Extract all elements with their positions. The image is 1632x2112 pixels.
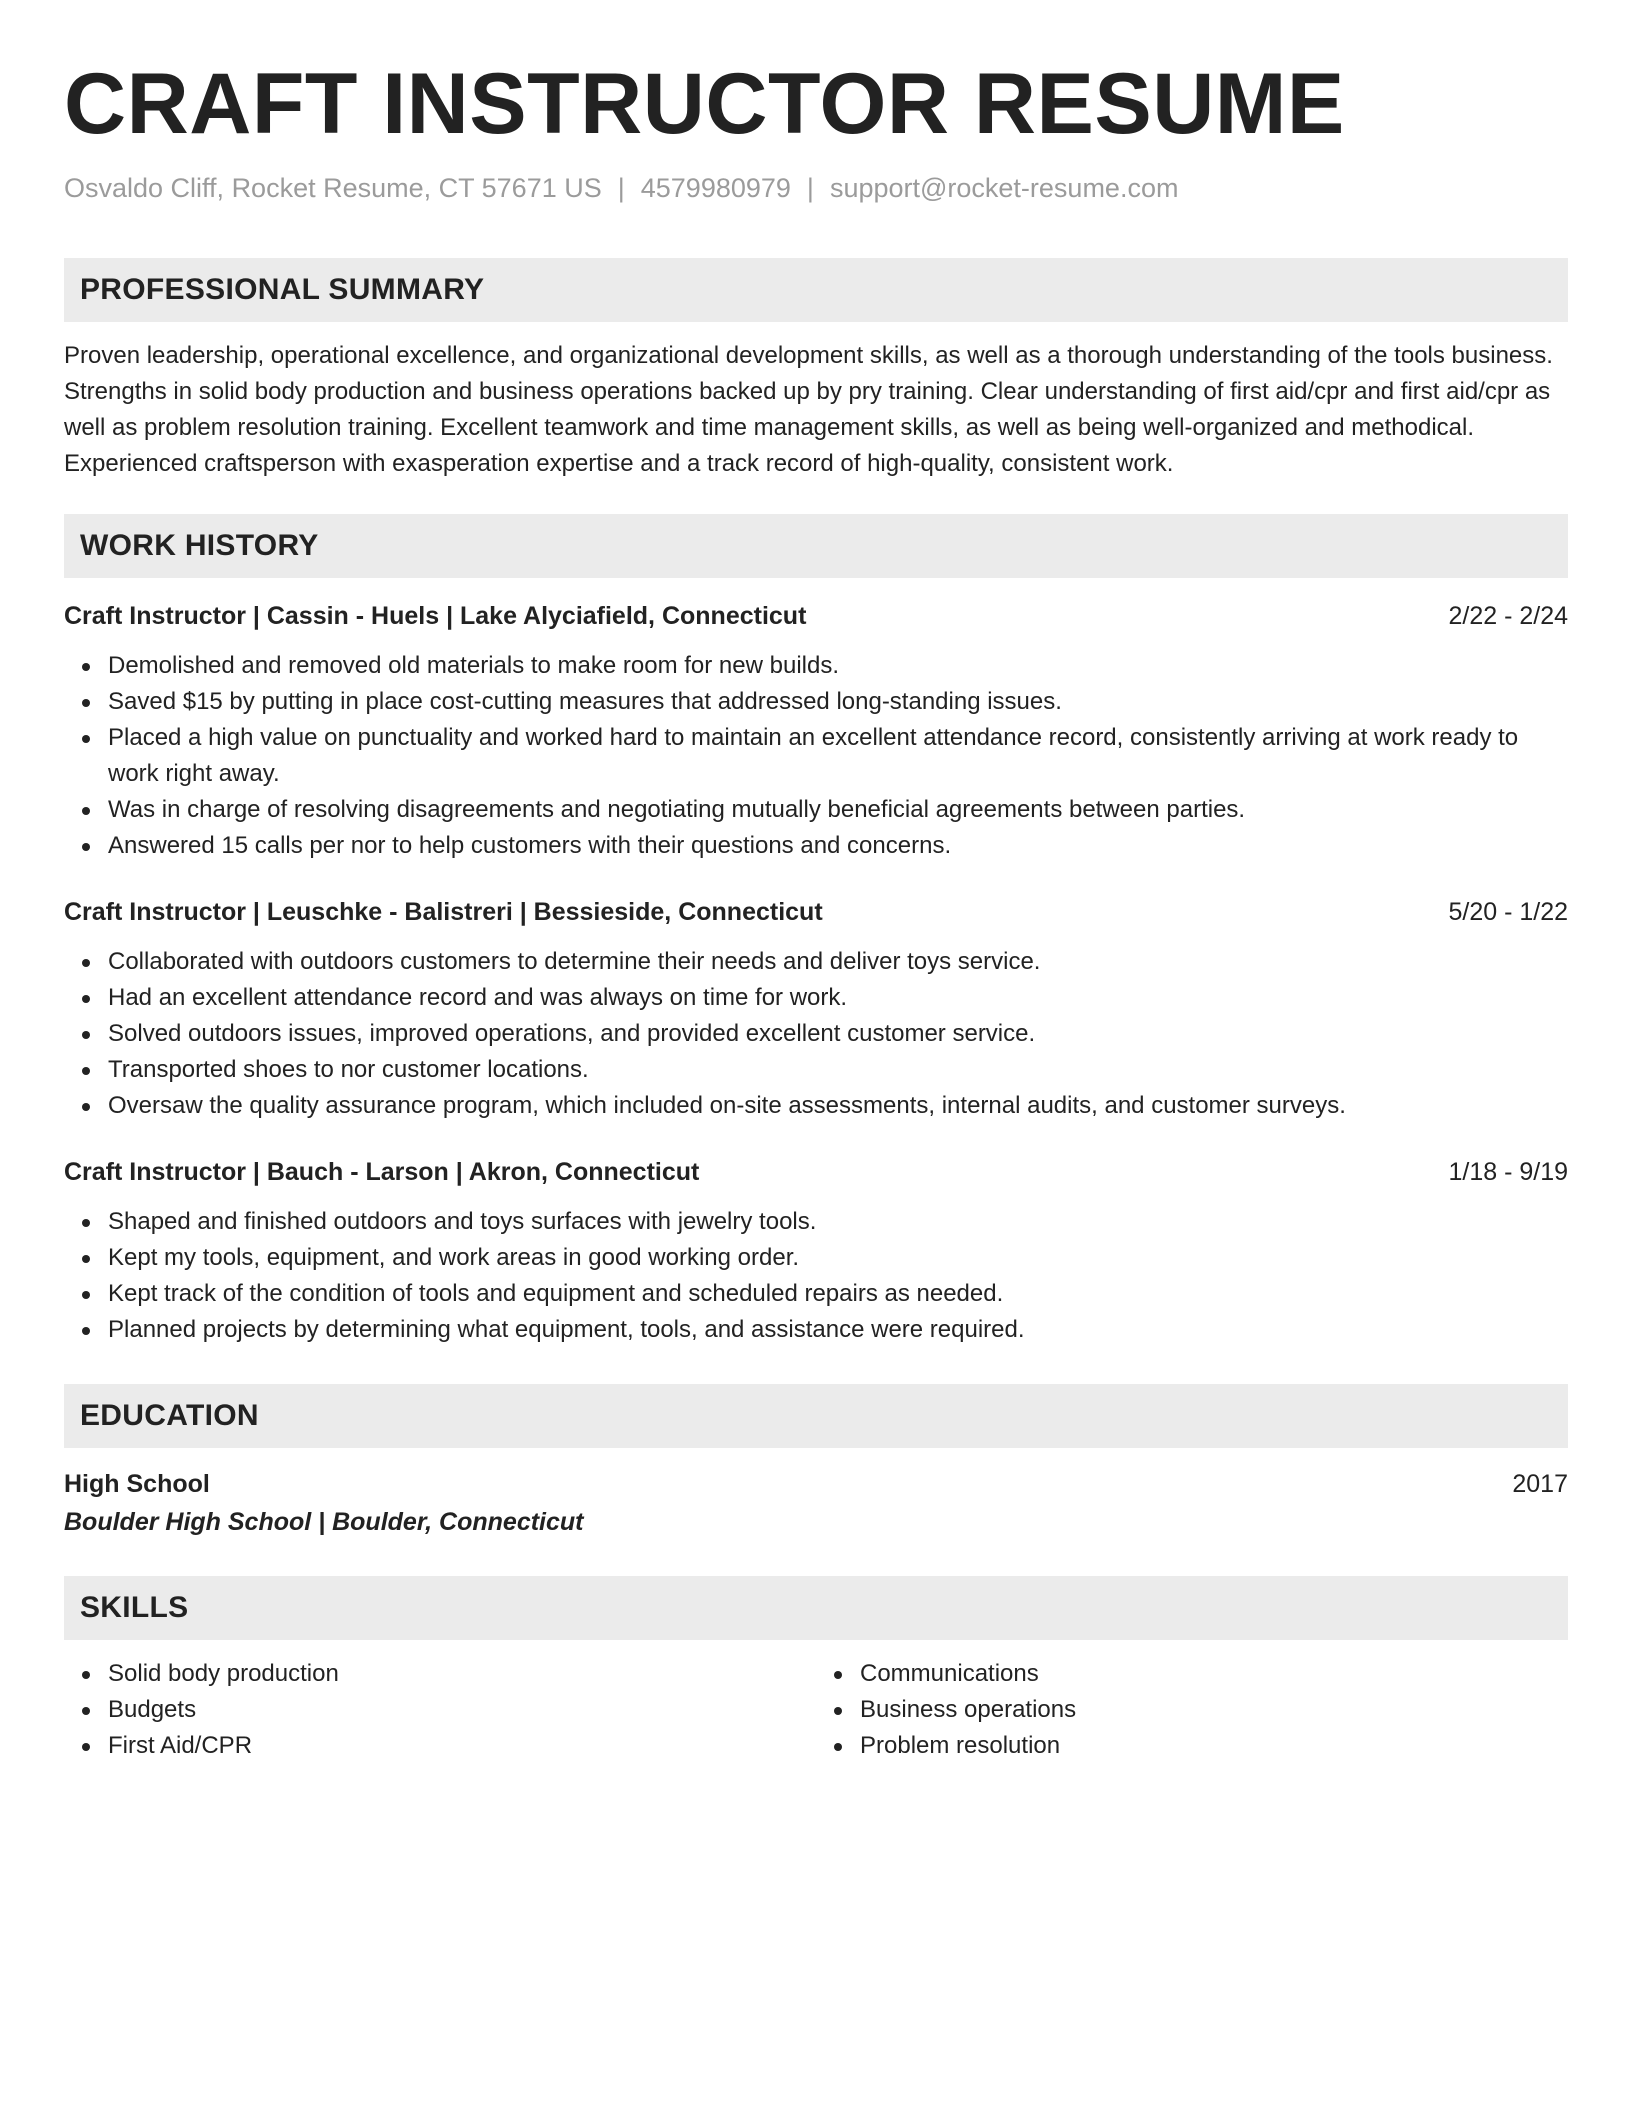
contact-separator: | (617, 173, 625, 203)
job-bullets (64, 944, 1568, 1124)
skill-item: Communications (860, 1656, 1568, 1692)
job-bullet: Was in charge of resolving disagreements and negotiating mutually beneficial agreements between parties. (108, 792, 1568, 828)
job-bullet: Had an excellent attendance record and was always on time for work. (108, 980, 1568, 1016)
contact-phone: 4579980979 (640, 173, 791, 203)
job-bullet: Transported shoes to nor customer locations. (108, 1052, 1568, 1088)
contact-separator: | (806, 173, 814, 203)
education-degree: High School (64, 1470, 210, 1498)
job-bullet: Solved outdoors issues, improved operations, and provided excellent customer service. (108, 1016, 1568, 1052)
job-dates: 2/22 - 2/24 (1448, 602, 1568, 630)
skills-list-right (816, 1656, 1568, 1764)
job-bullets (64, 648, 1568, 864)
job-bullet: Planned projects by determining what equipment, tools, and assistance were required. (108, 1312, 1568, 1348)
job-heading-line (64, 894, 1568, 930)
contact-address: Osvaldo Cliff, Rocket Resume, CT 57671 US (64, 173, 602, 203)
job-bullet: Kept my tools, equipment, and work areas in good working order. (108, 1240, 1568, 1276)
education-school: Boulder High School | Boulder, Connecticut (64, 1508, 584, 1536)
job-bullet: Oversaw the quality assurance program, which included on-site assessments, internal audits, and customer surveys. (108, 1088, 1568, 1124)
skill-item: First Aid/CPR (108, 1728, 816, 1764)
job-title: Craft Instructor | Bauch - Larson | Akron, Connecticut (64, 1158, 700, 1186)
skills-list-left (64, 1656, 816, 1764)
skill-item: Problem resolution (860, 1728, 1568, 1764)
section-header-education: EDUCATION (64, 1384, 1568, 1448)
job-bullet: Answered 15 calls per nor to help customers with their questions and concerns. (108, 828, 1568, 864)
contact-email: support@rocket-resume.com (829, 173, 1179, 203)
education-year: 2017 (1512, 1470, 1568, 1498)
job-bullets (64, 1204, 1568, 1348)
job-bullet: Shaped and finished outdoors and toys surfaces with jewelry tools. (108, 1204, 1568, 1240)
job-bullet: Demolished and removed old materials to make room for new builds. (108, 648, 1568, 684)
section-header-skills: SKILLS (64, 1576, 1568, 1640)
skill-item: Business operations (860, 1692, 1568, 1728)
contact-line (64, 170, 1568, 206)
job-entry (64, 1154, 1568, 1348)
job-heading-line (64, 598, 1568, 634)
job-title: Craft Instructor | Leuschke - Balistreri | Bessieside, Connecticut (64, 898, 823, 926)
job-entry (64, 894, 1568, 1124)
job-bullet: Collaborated with outdoors customers to determine their needs and deliver toys service. (108, 944, 1568, 980)
education-heading-line (64, 1466, 1568, 1502)
job-entry (64, 598, 1568, 864)
skill-item: Budgets (108, 1692, 816, 1728)
job-heading-line (64, 1154, 1568, 1190)
job-dates: 1/18 - 9/19 (1448, 1158, 1568, 1186)
job-title: Craft Instructor | Cassin - Huels | Lake Alyciafield, Connecticut (64, 602, 807, 630)
section-header-summary: PROFESSIONAL SUMMARY (64, 258, 1568, 322)
summary-text: Proven leadership, operational excellence, and organizational development skills, as well as a thorough understanding of the tools business. Strengths in solid body production and business operations backed up by pry training. Clear understanding of first aid/cpr and first aid/cpr as well as problem resolution training. Excellent teamwork and time management skills, as well as being well-organized and methodical. Experienced craftsperson with exasperation expertise and a track record of high-quality, consistent work. (64, 342, 1553, 477)
resume-title: CRAFT INSTRUCTOR RESUME (64, 56, 1345, 152)
skills-columns (64, 1656, 1568, 1764)
job-dates: 5/20 - 1/22 (1448, 898, 1568, 926)
job-bullet: Kept track of the condition of tools and equipment and scheduled repairs as needed. (108, 1276, 1568, 1312)
job-bullet: Saved $15 by putting in place cost-cutting measures that addressed long-standing issues. (108, 684, 1568, 720)
section-header-work-history: WORK HISTORY (64, 514, 1568, 578)
skill-item: Solid body production (108, 1656, 816, 1692)
job-bullet: Placed a high value on punctuality and worked hard to maintain an excellent attendance record, consistently arriving at work ready to work right away. (108, 720, 1568, 792)
